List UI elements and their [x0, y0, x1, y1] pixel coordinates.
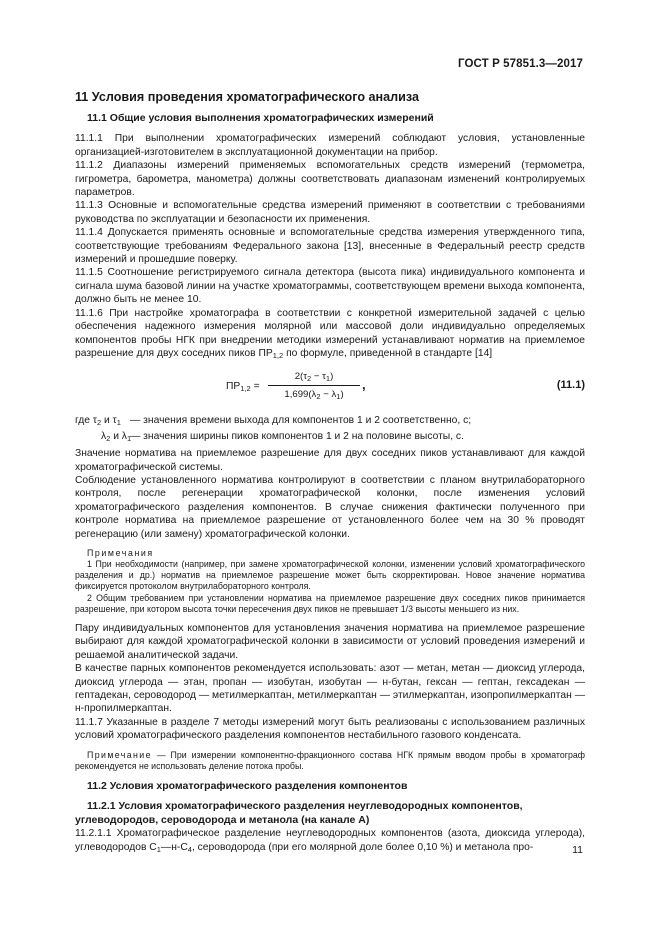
note-2: 2 Общим требованием при установлении норматива на приемлемое разрешение двух соседних пиков принимается разрешение, при котором высота точки пересечения двух пиков не превышает 1/3 высоты меньшего из них.	[75, 592, 585, 614]
paragraph-11-1-6-tail: по формуле, приведенной в стандарте [14]	[283, 347, 493, 359]
formula-num-part: )	[330, 371, 334, 383]
document-header-id: ГОСТ Р 57851.3—2017	[458, 58, 583, 70]
paragraph-11-1-7: 11.1.7 Указанные в разделе 7 методы измерений могут быть реализованы с использованием различных условий хроматографического разделения компонентов нестабильного газового конденсата.	[75, 716, 585, 742]
where-row-2	[75, 430, 585, 443]
where-symbols-1	[75, 414, 130, 427]
where-sym-sub: 1	[126, 433, 132, 443]
subsection-title-11-2-1: 11.2.1 Условия хроматографического разделения неуглеводородных компонентов, углеводородов, сероводорода и метанола (на канале А)	[75, 800, 523, 826]
formula-den-part: − λ	[320, 389, 337, 401]
notes-title: Примечания	[87, 547, 154, 558]
section-title: 11 Условия проведения хроматографического анализа	[75, 90, 419, 104]
formula-11-1	[75, 368, 585, 408]
where-symbols-2	[75, 430, 130, 443]
paragraph-11-2-1-1-text: 11.2.1.1 Хроматографическое разделение неуглеводородных компонентов (азота, диоксида углерода), углеводородов С	[75, 828, 585, 853]
paragraph-11-1-5: 11.1.5 Соотношение регистрируемого сигнала детектора (высота пика) индивидуального компонента и сигнала шума базовой линии на участке хроматограммы, соответствующем времени выхода компонента, должно быть не менее 10.	[75, 267, 585, 306]
page-number: 11	[572, 844, 583, 856]
formula-num-part: 2(τ	[294, 371, 308, 383]
formula-den-part: )	[340, 389, 344, 401]
where-sym-text: где τ	[75, 415, 97, 427]
where-sym-text: и τ	[101, 415, 117, 427]
subsection-title-11-2: 11.2 Условия хроматографического разделения компонентов	[87, 780, 408, 793]
paragraph-pair-selection: Пару индивидуальных компонентов для установления значения норматива на приемлемое разрешение выбирают для каждой хроматографической колонки в зависимости от условий проведения измерений и решаемой аналитической задачи.	[75, 622, 585, 661]
formula-fraction	[268, 370, 360, 401]
formula-num-sub: 1	[325, 374, 331, 384]
formula-lhs-subscript: 1,2	[240, 384, 251, 394]
paragraph-11-1-3: 11.1.3 Основные и вспомогательные средства измерений применяют в соответствии с требованиями руководства по эксплуатации и безопасности их применения.	[75, 200, 585, 225]
paragraph-11-1-6-text: 11.1.6 При настройке хроматографа в соответствии с конкретной измерительной задачей с целью обеспечения надежного измерения молярной или массовой доли индивидуально определяемых компонентов пробы НГК при внедрении методики измерений устанавливают норматив на приемлемое разрешение для двух соседних пиков ПР	[75, 307, 585, 359]
resolution-subscript: 1,2	[272, 350, 284, 360]
paragraph-norm-value: Значение норматива на приемлемое разрешение для двух соседних пиков устанавливают для каждой хроматографической системы.	[75, 448, 585, 473]
subsection-title-11-1: 11.1 Общие условия выполнения хроматографических измерений	[87, 112, 434, 124]
paragraph-pair-components: В качестве парных компонентов рекомендуется использовать: азот — метан, метан — диоксид углерода, диоксид углерода — этан, пропан — изобутан, изобутан — н-бутан, гексан — гептан, гексадекан — гептадекан, сероводород — метилмеркаптан, метилмеркаптан — этилмеркаптан, изопропилмеркаптан — н-пропилмеркаптан.	[75, 663, 585, 715]
where-row-1	[75, 414, 585, 427]
where-sym-sub: 2	[106, 433, 111, 443]
formula-den-part: 1,699(λ	[284, 389, 317, 401]
formula-comma: ,	[362, 377, 366, 393]
formula-num-part: − τ	[311, 371, 326, 383]
formula-num-sub: 2	[307, 374, 312, 384]
paragraph-norm-control: Соблюдение установленного норматива контролируют в соответствии с планом внутрилабораторного контроля, после регенерации хроматографической колонки, после изменения условий хроматографического разделения компонентов. В случае снижения фактически полученного при контроле норматива на приемлемое разрешение от установленного более чем на 30 % проводят регенерацию (или замену) хроматографической колонки.	[75, 474, 585, 540]
where-sym-sub: 2	[96, 418, 102, 428]
formula-numerator	[268, 370, 360, 386]
paragraph-11-1-6	[75, 307, 585, 361]
where-sym-sub: 1	[116, 418, 121, 428]
formula-denominator	[268, 386, 360, 401]
paragraph-11-1-1: 11.1.1 При выполнении хроматографических измерений соблюдают условия, установленные организацией-изготовителем в эксплуатационной документации на прибор.	[75, 133, 585, 158]
where-sym-text: λ	[101, 430, 107, 442]
formula-lhs-symbol: ПР	[226, 381, 241, 393]
note-3	[75, 750, 585, 772]
carbon-subscript-1: 1	[156, 844, 161, 854]
note-3-text: — При измерении компонентно-фракционного состава НГК прямым вводом пробы в хроматограф рекомендуется не использовать деление потока пробы.	[75, 749, 585, 771]
note-3-label: Примечание	[87, 749, 152, 760]
formula-number: (11.1)	[556, 379, 585, 392]
formula-den-sub: 1	[336, 392, 341, 402]
paragraph-11-2-1-1	[75, 827, 585, 854]
where-sym-text: и λ	[110, 430, 127, 442]
paragraph-11-2-1-1-text: , сероводорода (при его молярной доле более 0,10 %) и метанола про-	[191, 841, 534, 853]
note-1: 1 При необходимости (например, при замене хроматографической колонки, изменении условий хроматографического разделения и др.) норматив на приемлемое разрешение может быть скорректирован. Новое значение норматива фиксируется протоколом внутрилабораторного контроля.	[75, 558, 585, 592]
where-definition-1: — значения времени выхода для компонентов 1 и 2 соответственно, с;	[130, 415, 472, 427]
paragraph-11-1-4: 11.1.4 Допускается применять основные и вспомогательные средства измерения утвержденного типа, соответствующие требованиям Федерального закона [13], внесенные в Федеральный реестр средств измерений и прошедшие поверку.	[75, 227, 585, 266]
paragraph-11-2-1-1-text: —н-С	[160, 841, 188, 853]
formula-den-sub: 2	[316, 392, 321, 402]
page-content	[75, 90, 585, 854]
carbon-subscript-4: 4	[187, 844, 192, 854]
formula-equals: =	[250, 381, 260, 393]
formula-lhs	[226, 380, 260, 393]
paragraph-11-1-2: 11.1.2 Диапазоны измерений применяемых вспомогательных средств измерений (термометра, гигрометра, барометра, манометра) должны соответствовать диапазонам изменений контролируемых параметров.	[75, 160, 585, 199]
where-definition-2: — значения ширины пиков компонентов 1 и 2 на половине высоты, с.	[130, 430, 464, 442]
